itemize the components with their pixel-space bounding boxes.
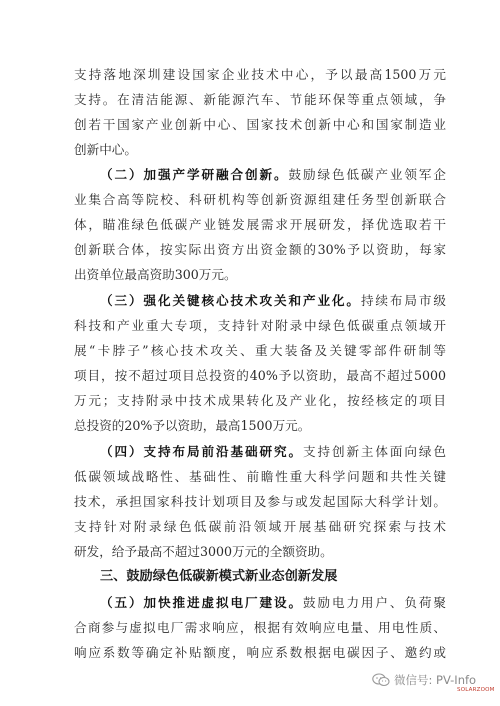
text-line — [100, 594, 446, 612]
watermark-text: 微信号: PV-Info — [394, 673, 477, 687]
text-line: 创新联合体，按实际出资方出资金额的30%予以资助，每家 — [74, 242, 446, 257]
text-line — [100, 166, 446, 184]
text-line: 技术，承担国家科技计划项目及参与或发起国际大科学计划。 — [74, 494, 446, 509]
text-line: 出资单位最高资助300万元。 — [74, 267, 237, 282]
text-line: 响应系数等确定补贴额度，响应系数根据电碳因子、邀约或 — [74, 645, 446, 660]
text-line: 体，瞄准绿色低碳产业链发展需求开展研发，择优选取若干 — [74, 217, 446, 232]
text-span: 鼓励绿色低碳产业领军企 — [288, 167, 447, 182]
watermark-sub: SOLARZOOM — [457, 687, 495, 693]
text-line — [100, 443, 446, 461]
section-heading: 三、鼓励绿色低碳新模式新业态创新发展 — [100, 569, 338, 584]
section-lead: （三）强化关键核心技术攻关和产业化。 — [100, 293, 361, 308]
section-lead: （四）支持布局前沿基础研究。 — [100, 444, 303, 459]
text-line: 创新中心。 — [74, 142, 137, 157]
section-lead: （五）加快推进虚拟电厂建设。 — [100, 595, 303, 610]
text-line: 展“卡脖子”核心技术攻关、重大装备及关键零部件研制等 — [74, 343, 446, 358]
text-line: 业集合高等院校、科研机构等创新资源组建任务型创新联合 — [74, 192, 446, 207]
text-line: 低碳领域战略性、基础性、前瞻性重大科学问题和共性关键 — [74, 469, 446, 484]
text-line: 项目，按不超过项目总投资的40%予以资助，最高不超过5000 — [74, 368, 446, 383]
text-span: 持续布局市级 — [360, 293, 447, 308]
text-span: 鼓励电力用户、负荷聚 — [302, 595, 447, 610]
text-line: 支持针对附录绿色低碳前沿领域开展基础研究探索与技术 — [74, 519, 446, 534]
text-line: 万元；支持附录中技术成果转化及产业化，按经核定的项目 — [74, 393, 446, 408]
text-span: 支持创新主体面向绿色 — [302, 444, 447, 459]
wechat-watermark — [372, 672, 476, 688]
text-line: 支持落地深圳建设国家企业技术中心，予以最高1500万元 — [74, 67, 446, 82]
text-line: 科技和产业重大专项，支持针对附录中绿色低碳重点领域开 — [74, 318, 446, 333]
wechat-icon — [372, 673, 390, 687]
text-line: 合商参与虚拟电厂需求响应，根据有效响应电量、用电性质、 — [74, 620, 446, 635]
text-line: 研发，给予最高不超过3000万元的全额资助。 — [74, 544, 333, 559]
section-lead: （二）加强产学研融合创新。 — [100, 167, 289, 182]
text-line: 创若干国家产业创新中心、国家技术创新中心和国家制造业 — [74, 117, 446, 132]
text-line: 总投资的20%予以资助，最高1500万元。 — [74, 418, 311, 433]
text-line: 支持。在清洁能源、新能源汽车、节能环保等重点领域，争 — [74, 92, 446, 107]
text-line — [100, 292, 446, 310]
